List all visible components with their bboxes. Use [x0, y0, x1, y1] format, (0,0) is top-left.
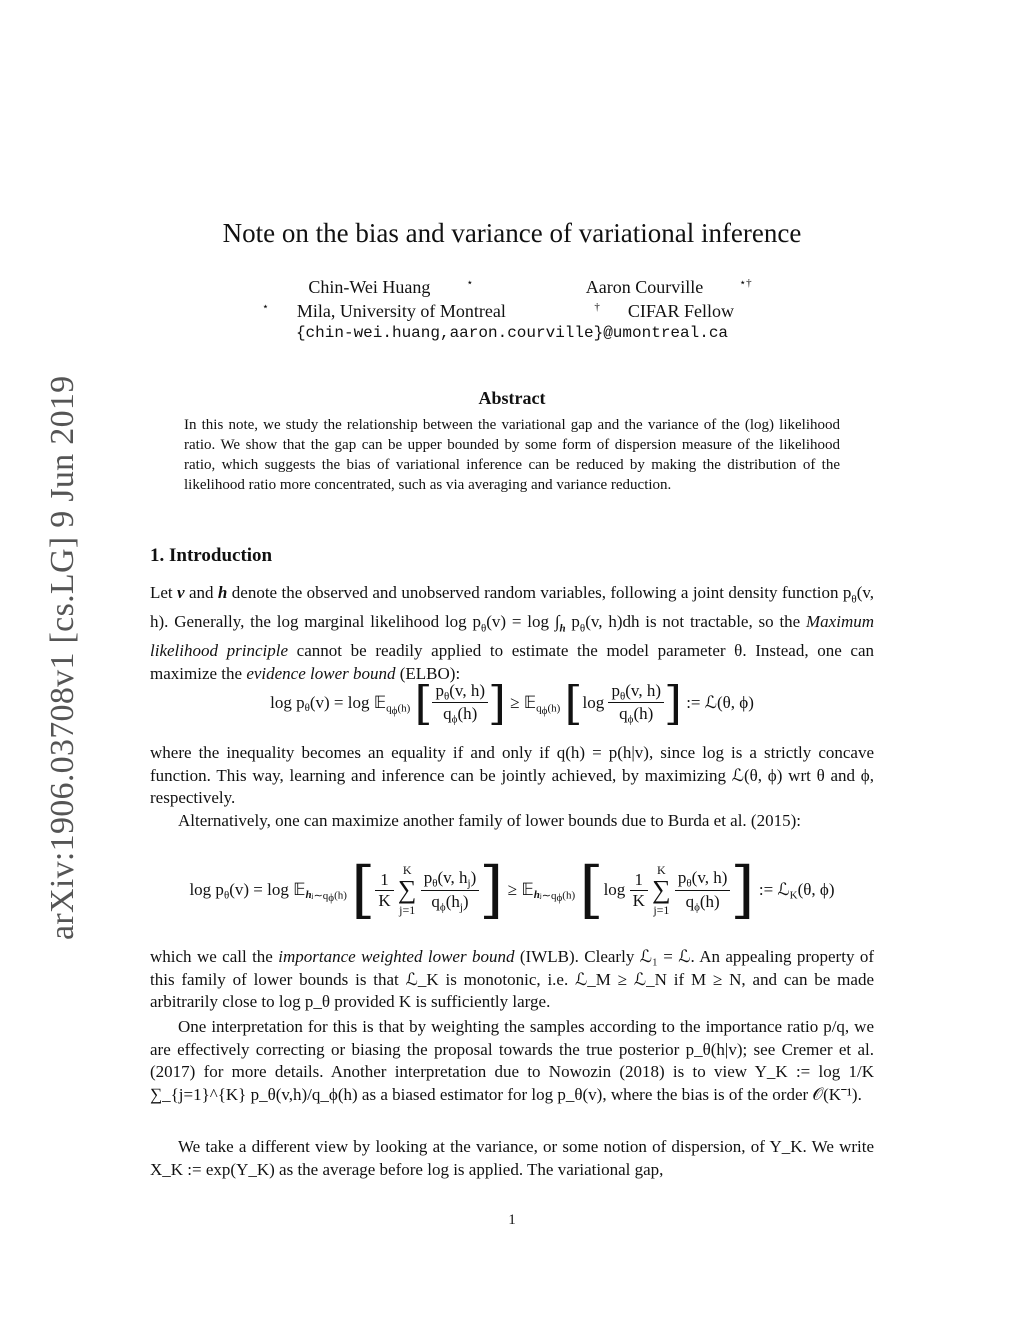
paragraph-interpretation: One interpretation for this is that by weighting the samples according to the importance ratio p/q, we are effectively correcting or biasing the proposal towards the true posterior p_θ(h|v); see Cremer et al. (2017) for more details. Another interpretation due to Nowozin (2018) is to view Y_K := log 1/K ∑_{j=1}^{K} p_θ(v,h)/q_ϕ(h) as a biased estimator for log p_θ(v), where the bias is of the order 𝒪(K⁻¹). [150, 1017, 874, 1104]
paragraph-iwlb: which we call the importance weighted lower bound (IWLB). Clearly ℒ₁ = ℒ. An appealing property of this family of lower bounds is that ℒ_K is monotonic, i.e. ℒ_M ≥ ℒ_N if M ≥ N, and can be made arbitrarily close to log p_θ provided K is sufficiently large. [150, 947, 874, 1012]
author-2: Aaron Courville ⋆† [585, 277, 752, 297]
affiliations [0, 300, 1024, 322]
author-emails: {chin-wei.huang,aaron.courville}@umontreal.ca [295, 324, 729, 342]
paragraph-equality: where the inequality becomes an equality if and only if q(h) = p(h|v), since log is a strictly concave function. This way, learning and inference can be jointly achieved, by maximizing ℒ(θ, ϕ) wrt θ and ϕ, respectively. [150, 743, 874, 808]
abstract-heading: Abstract [478, 388, 546, 408]
affiliation-1: ⋆ Mila, University of Montreal [261, 301, 506, 321]
paragraph-variance: We take a different view by looking at the variance, or some notion of dispersion, of Y_K. We write X_K := exp(Y_K) as the average before log is applied. The variational gap, [150, 1137, 874, 1179]
arxiv-side-stamp: arXiv:1906.03708v1 [cs.LG] 9 Jun 2019 [44, 375, 81, 940]
equation-elbo: $\log p_\theta(v) = \log$ 𝔼$_{q_\phi(h)}$ [ $\frac{p_\theta(v, h)}{q_\phi(h)}$ ] ≥ 𝔼$_{q_\phi(h)}$ [log $\frac{p_\theta(v, h)}{q_\phi(h)}$ ] := ℒ(θ, ϕ) [270, 675, 754, 730]
paper-title: Note on the bias and variance of variational inference [222, 218, 802, 248]
author-1: Chin-Wei Huang ⋆ [308, 277, 474, 297]
abstract-text: In this note, we study the relationship between the variational gap and the variance of the (log) likelihood ratio. We show that the gap can be upper bounded by some form of dispersion measure of the likelihood ratio, which suggests the bias of variational inference can be reduced by making the distribution of the likelihood ratio more concentrated, such as via averaging and variance reduction. [184, 417, 840, 493]
affiliation-2: † CIFAR Fellow [594, 301, 735, 321]
equation-iwlb: $\log p_\theta(v) = \log$ 𝔼$_{hⱼ\sim q_\phi(h)}$ [ $\frac{1}{K}$ K ∑ j=1 $\frac{p_\theta(v, h_j)}{q_\phi(h_j)}$ ] ≥ 𝔼$_{hⱼ\sim q_\phi(h)}$ [log $\frac{1}{K}$ K ∑ j=1 $\frac{p_\theta(v, h)}{q_\phi(h)}$ ] := ℒ$_K$(θ, ϕ) [189, 853, 835, 926]
section-heading: 1. Introduction [150, 545, 273, 566]
page-number: 1 [508, 1212, 516, 1228]
authors [0, 276, 1024, 298]
paragraph-intro: Let v and h denote the observed and unobserved random variables, following a joint density function $p_\theta(v$, h). Generally, the log marginal likelihood $\log p_\theta(v) = \log \int_h$ $p_\theta(v$, h)dh is not tractable, so the Maximum likelihood principle cannot be readily applied to estimate the model parameter θ. Instead, one can maximize the evidence lower bound (ELBO): [150, 583, 875, 683]
paragraph-alternatively: Alternatively, one can maximize another family of lower bounds due to Burda et al. (2015): [178, 811, 801, 830]
